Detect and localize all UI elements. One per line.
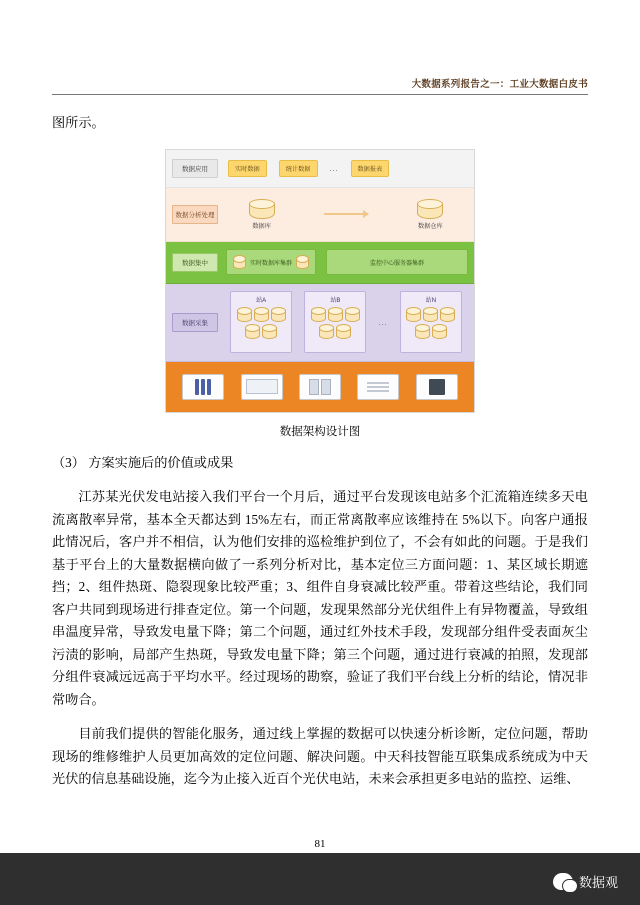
app-item-report: 数据报表 — [351, 160, 390, 177]
cylinder-icon — [271, 307, 286, 322]
realtime-db-cluster-label: 实时数据库集群 — [250, 260, 293, 267]
cylinder-icon — [440, 307, 455, 322]
cylinder-icon — [345, 307, 360, 322]
warehouse-node — [417, 199, 443, 230]
database-label: 数据库 — [252, 222, 271, 230]
diagram-row-devices — [166, 362, 474, 412]
cylinder-icon — [432, 324, 447, 339]
row-label-concentration: 数据集中 — [172, 253, 218, 272]
monitor-server-cluster-label: 监控中心服务器集群 — [370, 260, 425, 267]
row-label-application: 数据应用 — [172, 159, 218, 178]
figure-caption: 数据架构设计图 — [279, 425, 361, 438]
page-content — [52, 112, 588, 794]
cylinder-icon — [328, 307, 343, 322]
diagram-row-application — [166, 150, 474, 188]
station-b-nodes — [309, 307, 361, 339]
cylinder-icon — [262, 324, 277, 339]
architecture-diagram — [165, 149, 475, 413]
header-divider — [52, 94, 588, 95]
row-label-collection: 数据采集 — [172, 313, 218, 332]
station-a-label: 站A — [256, 298, 267, 304]
watermark — [553, 872, 618, 891]
database-icon — [249, 199, 275, 219]
paragraph-1: 江苏某光伏发电站接入我们平台一个月后，通过平台发现该电站多个汇流箱连续多天电流离散率异常，基本全天都达到 15%左右，而正常离散率应该维持在 5%以下。向客户通报此情况后，客户并不相信，认为他们安排的巡检维护到位了，不会有如此的问题。于是我们基于平台上的大量数据横向做了一系列分析对比，基本定位三方面问题：1、某区域长期遮挡；2、组件热斑、隐裂现象比较严重；3、组件自身衰减比较严重。带着这些结论，我们同客户共同到现场进行排查定位。第一个问题，发现果然部分光伏组件上有异物覆盖，导致组串温度异常，导致发电量下降；第二个问题，通过红外技术手段，发现部分组件受表面灰尘污渍的影响，局部产生热斑，导致发电量下降；第三个问题，通过进行衰减的拍照，发现部分组件衰减远远高于平均水平。经过现场的勘察，验证了我们平台线上分析的结论，情况非常吻合。 — [52, 489, 588, 707]
arrow-icon — [324, 213, 368, 215]
lead-line: 图所示。 — [52, 115, 105, 130]
station-a — [230, 291, 292, 353]
page-number: 81 — [314, 838, 326, 850]
realtime-db-cluster — [226, 249, 316, 275]
cylinder-icon — [237, 307, 252, 322]
watermark-label: 数据观 — [578, 875, 618, 890]
cylinder-icon — [311, 307, 326, 322]
figure-container — [52, 149, 588, 413]
wechat-icon — [553, 873, 573, 890]
cylinder-icon — [245, 324, 260, 339]
cylinder-icon — [406, 307, 421, 322]
cylinder-icon — [415, 324, 430, 339]
cylinder-icon — [336, 324, 351, 339]
concentration-items — [226, 249, 468, 275]
row-label-analysis: 数据分析处理 — [172, 205, 218, 224]
station-b — [304, 291, 366, 353]
footer-bar — [0, 853, 640, 905]
device-inverter-icon — [182, 374, 224, 400]
application-items — [228, 160, 389, 177]
station-n-label: 站N — [425, 298, 437, 304]
device-meter-icon — [357, 374, 399, 400]
app-item-statistics: 统计数据 — [279, 160, 318, 177]
paragraph-2: 目前我们提供的智能化服务，通过线上掌握的数据可以快速分析诊断，定位问题，帮助现场的维修维护人员更加高效的定位问题、解决问题。中天科技智能互联集成系统成为中天光伏的信息基础设施，迄今为止接入近百个光伏电站，未来会承担更多电站的监控、运维、 — [52, 726, 588, 786]
cylinder-icon — [296, 255, 309, 269]
cylinder-icon — [423, 307, 438, 322]
station-ellipsis: ... — [378, 317, 388, 327]
analysis-items — [224, 199, 468, 230]
section-heading: （3） 方案实施后的价值或成果 — [52, 454, 234, 470]
station-a-nodes — [235, 307, 287, 339]
cylinder-icon — [233, 255, 246, 269]
station-n — [400, 291, 462, 353]
diagram-row-concentration — [166, 242, 474, 284]
device-controller-icon — [416, 374, 458, 400]
cylinder-icon — [319, 324, 334, 339]
data-warehouse-icon — [417, 199, 443, 219]
collection-items — [224, 291, 468, 353]
device-monitor-icon — [241, 374, 283, 400]
app-item-realtime: 实时数据 — [228, 160, 267, 177]
station-b-label: 站B — [330, 298, 341, 304]
diagram-row-analysis — [166, 188, 474, 242]
monitor-server-cluster — [326, 249, 468, 275]
cylinder-icon — [254, 307, 269, 322]
app-item-ellipsis: ... — [329, 163, 339, 173]
database-node — [249, 199, 275, 230]
data-warehouse-label: 数据仓库 — [417, 222, 443, 230]
diagram-row-collection — [166, 284, 474, 362]
device-combiner-icon — [299, 374, 341, 400]
running-header: 大数据系列报告之一：工业大数据白皮书 — [411, 80, 588, 90]
station-n-nodes — [405, 307, 457, 339]
